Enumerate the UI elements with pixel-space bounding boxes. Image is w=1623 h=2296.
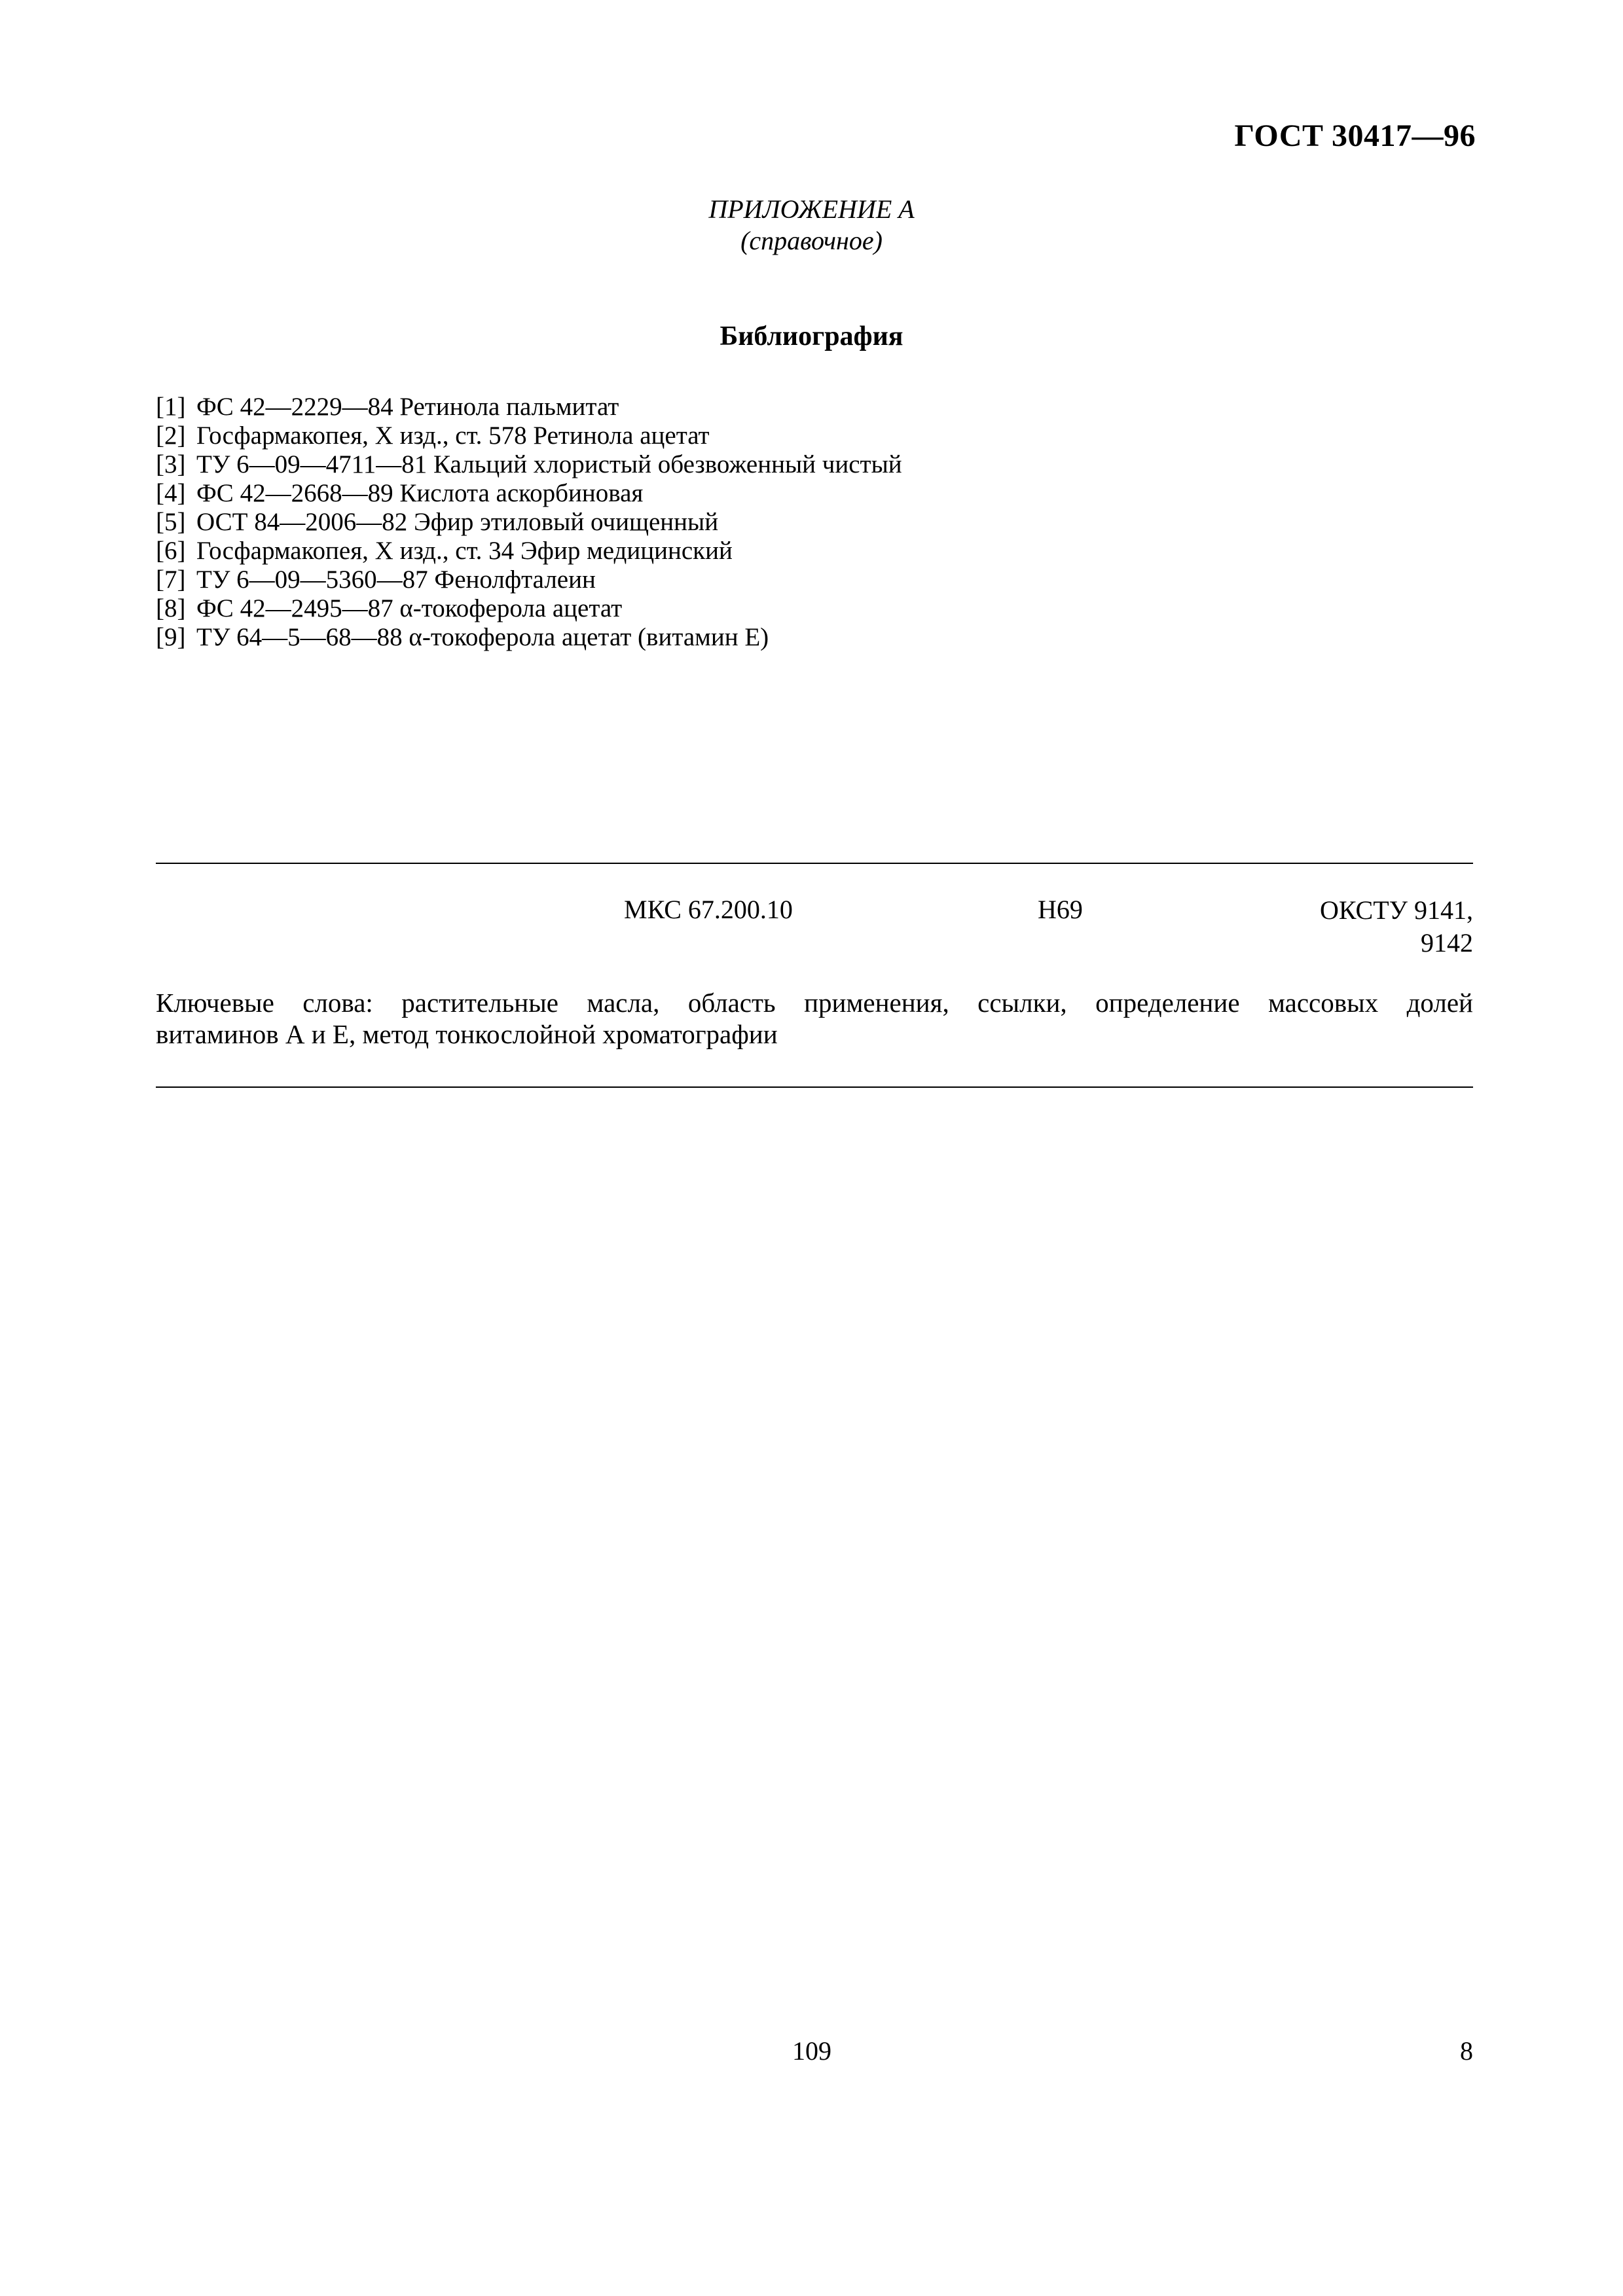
bibliography-item-text: Госфармакопея, X изд., ст. 34 Эфир медицинский (196, 537, 733, 565)
group-code: Н69 (1038, 895, 1083, 924)
appendix-subtitle: (справочное) (740, 226, 883, 255)
bibliography-list (156, 393, 902, 652)
bibliography-item-number: [7] (156, 565, 186, 594)
bibliography-item (156, 565, 902, 594)
bibliography-heading: Библиография (720, 321, 903, 351)
bibliography-item (156, 594, 902, 623)
page-number-center: 109 (792, 2036, 831, 2066)
bibliography-item-number: [9] (156, 623, 186, 651)
okstu-line-2: 9142 (1421, 928, 1473, 958)
bibliography-item (156, 537, 902, 565)
page-number-right: 8 (1460, 2036, 1473, 2066)
keywords-line-2: витаминов А и Е, метод тонкослойной хроматографии (156, 1019, 778, 1049)
bibliography-item (156, 393, 902, 422)
bibliography-item-text: ФС 42—2229—84 Ретинола пальмитат (196, 393, 619, 421)
standard-number: ГОСТ 30417—96 (1234, 118, 1476, 153)
bibliography-item (156, 422, 902, 450)
bibliography-item-number: [1] (156, 393, 186, 421)
bibliography-item-number: [5] (156, 508, 186, 536)
bibliography-item-text: ТУ 6—09—4711—81 Кальций хлористый обезвоженный чистый (196, 450, 902, 478)
bibliography-item-number: [4] (156, 479, 186, 507)
okstu-code (1237, 894, 1473, 960)
mks-code: МКС 67.200.10 (624, 895, 793, 924)
bibliography-item (156, 623, 902, 652)
bibliography-item-text: ФС 42—2668—89 Кислота аскорбиновая (196, 479, 644, 507)
bibliography-item-text: ФС 42—2495—87 α-токоферола ацетат (196, 594, 623, 622)
okstu-line-1: ОКСТУ 9141, (1319, 895, 1473, 925)
divider-bottom (156, 1086, 1473, 1088)
bibliography-item-text: ТУ 6—09—5360—87 Фенолфталеин (196, 565, 596, 594)
keywords (156, 987, 1473, 1050)
bibliography-item (156, 479, 902, 508)
keywords-line-1: Ключевые слова: растительные масла, область применения, ссылки, определение массовых долей (156, 988, 1473, 1018)
divider-top (156, 863, 1473, 864)
bibliography-item-text: Госфармакопея, X изд., ст. 578 Ретинола ацетат (196, 422, 710, 450)
bibliography-item-number: [8] (156, 594, 186, 622)
bibliography-item-text: ТУ 64—5—68—88 α-токоферола ацетат (витамин Е) (196, 623, 769, 651)
bibliography-item-number: [6] (156, 537, 186, 565)
bibliography-item (156, 508, 902, 537)
bibliography-item-number: [3] (156, 450, 186, 478)
appendix-title: ПРИЛОЖЕНИЕ А (708, 194, 915, 224)
bibliography-item-number: [2] (156, 422, 186, 450)
bibliography-item-text: ОСТ 84—2006—82 Эфир этиловый очищенный (196, 508, 719, 536)
bibliography-item (156, 450, 902, 479)
